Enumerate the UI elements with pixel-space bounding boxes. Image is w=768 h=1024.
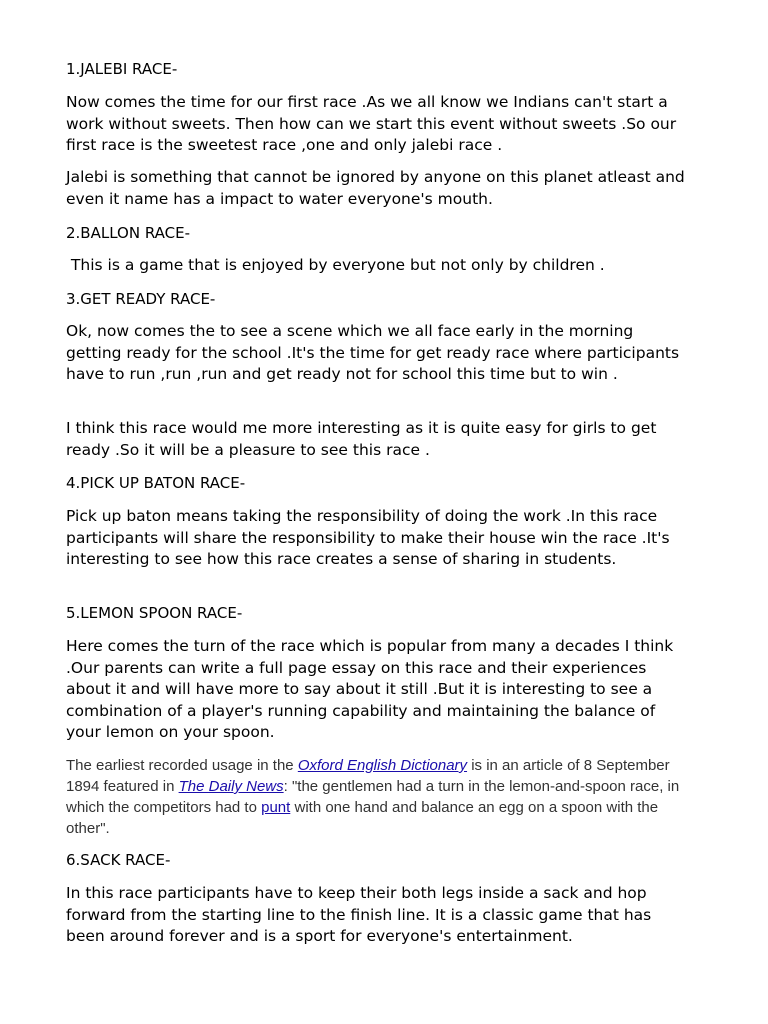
punt-link[interactable]: punt xyxy=(261,799,291,816)
heading-pick-up-baton-race: 4.PICK UP BATON RACE- xyxy=(66,474,246,492)
paragraph-pick-up-baton: Pick up baton means taking the responsibility of doing the work .In this race participants will share the responsibility to make their house win the race .It's interesting to see how this race creates a sense of sharing in students. xyxy=(66,507,670,568)
heading-sack-race: 6.SACK RACE- xyxy=(66,851,171,869)
the-daily-news-link[interactable]: The Daily News xyxy=(178,778,284,795)
heading-ballon-race: 2.BALLON RACE- xyxy=(66,224,191,242)
heading-jalebi-race: 1.JALEBI RACE- xyxy=(66,60,178,78)
oxford-english-dictionary-link[interactable]: Oxford English Dictionary xyxy=(297,757,468,774)
paragraph-lemon-spoon: Here comes the turn of the race which is popular from many a decades I think .Our parents can write a full page essay on this race and their experiences about it and will have more to say about it still .But it is interesting to see a combination of a player's running capability and maintaining the balance of your lemon on your spoon. xyxy=(66,637,674,741)
quote-text-3: : "the gentlemen had a turn in the lemon-and-spoon race, in which the competitors had to xyxy=(66,778,680,816)
paragraph-jalebi-intro: Now comes the time for our first race .As we all know we Indians can't start a work without sweets. Then how can we start this event without sweets .So our first race is the sweetest race ,one and only jalebi race . xyxy=(66,93,677,154)
heading-lemon-spoon-race: 5.LEMON SPOON RACE- xyxy=(66,604,243,622)
paragraph-ballon-race: This is a game that is enjoyed by everyone but not only by children . xyxy=(66,256,605,274)
paragraph-sack-race: In this race participants have to keep their both legs inside a sack and hop forward from the starting line to the finish line. It is a classic game that has been around forever and is a sport for everyone's entertainment. xyxy=(66,884,652,945)
quote-text-2: is in an article of 8 September 1894 featured in xyxy=(66,757,670,795)
quote-text-4: with one hand and balance an egg on a spoon with the other". xyxy=(66,799,659,837)
quote-oxford-dictionary xyxy=(66,755,682,839)
quote-text-1: The earliest recorded usage in the xyxy=(66,757,298,774)
paragraph-get-ready-opinion: I think this race would me more interesting as it is quite easy for girls to get ready .So it will be a pleasure to see this race . xyxy=(66,419,657,459)
paragraph-jalebi-description: Jalebi is something that cannot be ignored by anyone on this planet atleast and even it name has a impact to water everyone's mouth. xyxy=(66,168,685,208)
paragraph-get-ready-intro: Ok, now comes the to see a scene which we all face early in the morning getting ready for the school .It's the time for get ready race where participants have to run ,run ,run and get ready not for school this time but to win . xyxy=(66,322,680,383)
heading-get-ready-race: 3.GET READY RACE- xyxy=(66,290,216,308)
